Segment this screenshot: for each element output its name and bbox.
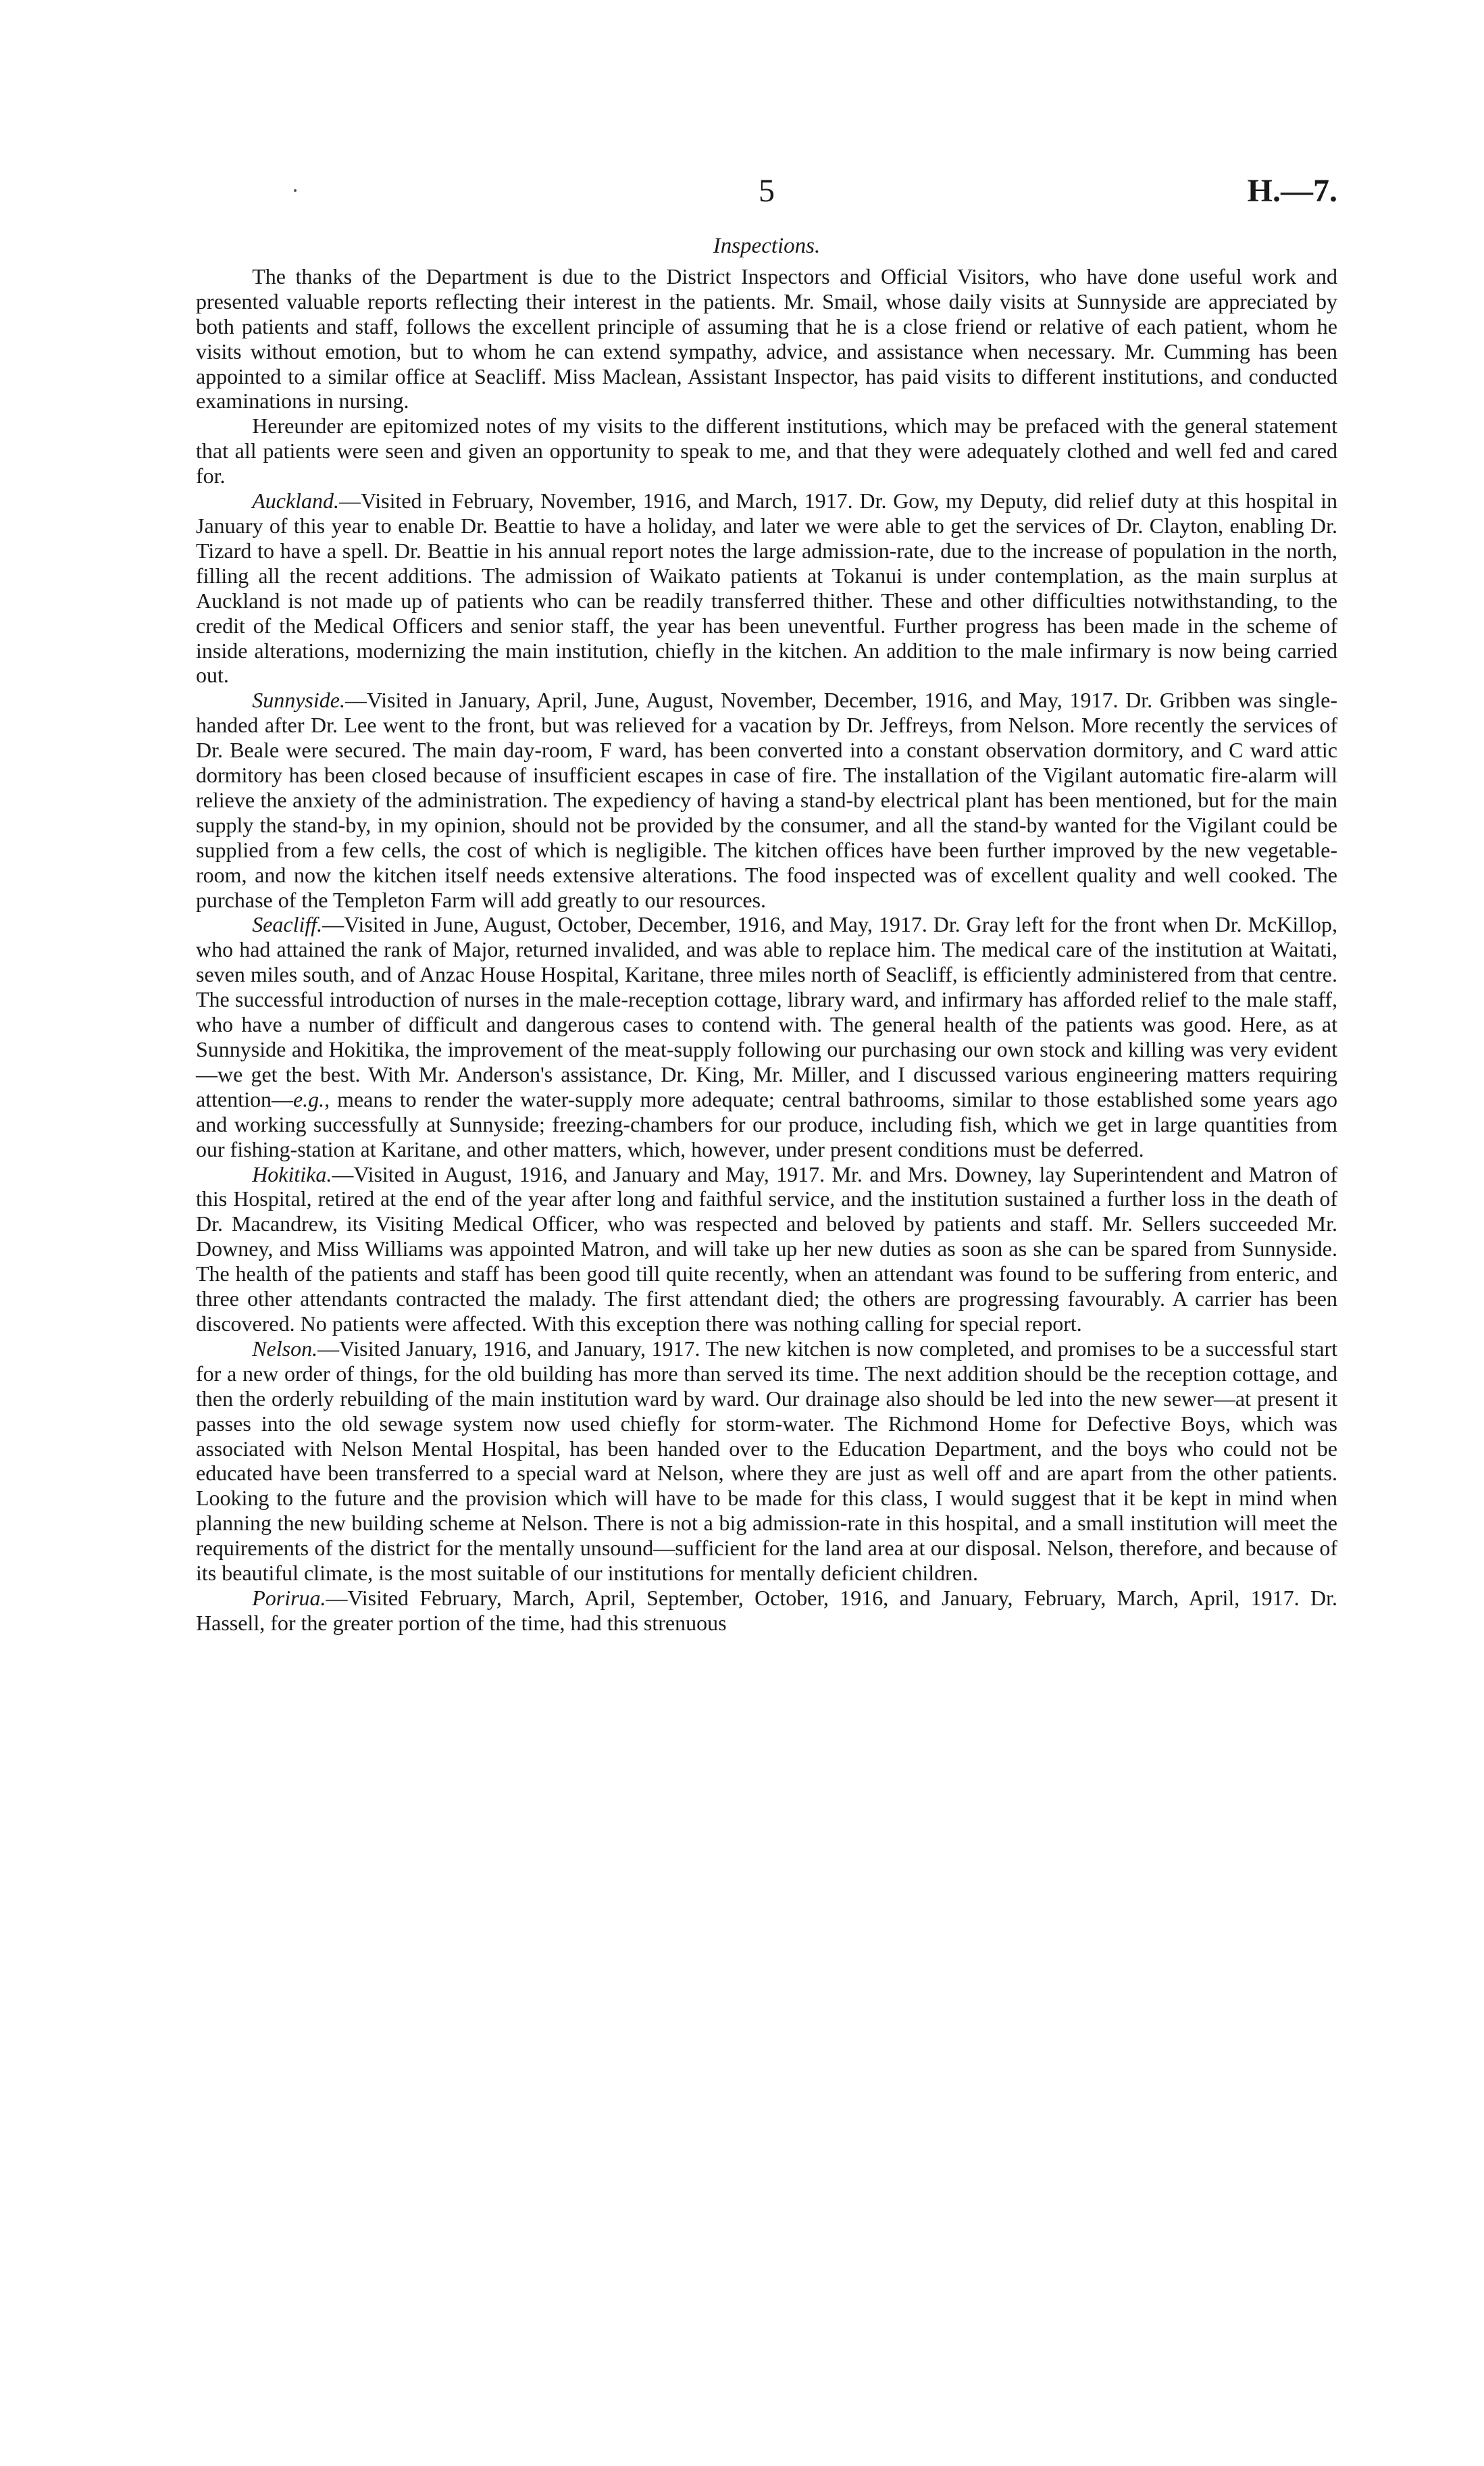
paragraph-sunnyside (196, 688, 1337, 912)
eg-abbreviation: e.g. (292, 1086, 325, 1111)
paragraph-porirua (196, 1586, 1337, 1636)
paragraph-intro: The thanks of the Department is due to the District Inspectors and Official Visitors, who have done useful work and presented valuable reports reflecting their interest in the patients. Mr. Smail, whose daily visits at Sunnyside are appreciated by both patients and staff, follows the excellent principle of assuming that he is a close friend or relative of each patient, whom he visits without emotion, but to whom he can extend sympathy, advice, and assistance when necessary. Mr. Cumming has been appointed to a similar office at Seacliff. Miss Maclean, Assistant Inspector, has paid visits to different institutions, and conducted examinations in nursing. (196, 263, 1337, 413)
paragraph-auckland (196, 488, 1337, 688)
paragraph-hokitika-text: —Visited in August, 1916, and January and May, 1917. Mr. and Mrs. Downey, lay Superintendent and Matron of this Hospital, retired at the end of the year after long and faithful service, and the institution sustained a further loss in the death of Dr. Macandrew, its Visiting Medical Officer, who was respected and beloved by patients and staff. Mr. Sellers succeeded Mr. Downey, and Miss Williams was appointed Matron, and will take up her new duties as soon as she can be spared from Sunnyside. The health of the patients and staff has been good till quite recently, when an attendant was found to be suffering from enteric, and three other attendants contracted the malady. The first attendant died; the others are progressing favourably. A carrier has been discovered. No patients were affected. With this exception there was nothing calling for special report. (196, 1161, 1337, 1336)
place-name-auckland: Auckland. (252, 488, 340, 513)
place-name-sunnyside: Sunnyside. (252, 688, 345, 713)
place-name-porirua: Porirua. (252, 1585, 326, 1610)
place-name-nelson: Nelson. (252, 1336, 318, 1361)
place-name-hokitika: Hokitika. (252, 1161, 332, 1186)
paragraph-nelson (196, 1336, 1337, 1586)
paragraph-sunnyside-text: —Visited in January, April, June, August, November, December, 1916, and May, 1917. Dr. Gribben was single-handed after Dr. Lee went to the front, but was relieved for a vacation by Dr. Jeffreys, from Nelson. More recently the services of Dr. Beale were secured. The main day-room, F ward, has been converted into a constant observation dormitory, and C ward attic dormitory has been closed because of insufficient escapes in case of fire. The installation of the Vigilant automatic fire-alarm will relieve the anxiety of the administration. The expediency of having a stand-by electrical plant has been mentioned, but for the main supply the stand-by, in my opinion, should not be provided by the consumer, and all the stand-by wanted for the Vigilant could be supplied from a few cells, the cost of which is negligible. The kitchen offices have been further improved by the new vegetable-room, and now the kitchen itself needs extensive alterations. The food inspected was of excellent quality and well cooked. The purchase of the Templeton Farm will add greatly to our resources. (196, 688, 1337, 912)
paragraph-seacliff-text: —Visited in June, August, October, December, 1916, and May, 1917. Dr. Gray left for the front when Dr. McKillop, who had attained the rank of Major, returned invalided, and was able to replace him. The medical care of the institution at Waitati, seven miles south, and of Anzac House Hospital, Karitane, three miles north of Seacliff, is efficiently administered from that centre. The successful introduction of nurses in the male-reception cottage, library ward, and infirmary has afforded relief to the male staff, who have a number of difficult and dangerous cases to contend with. The general health of the patients was good. Here, as at Sunnyside and Hokitika, the improvement of the meat-supply following our purchasing our own stock and killing was very evident—we get the best. With Mr. Anderson's assistance, Dr. King, Mr. Miller, and I discussed various engineering matters requiring attention— (196, 912, 1337, 1111)
paragraph-epitome: Hereunder are epitomized notes of my visits to the different institutions, which may be prefaced with the general statement that all patients were seen and given an opportunity to speak to me, and that they were adequately clothed and well fed and cared for. (196, 413, 1337, 488)
page-header (196, 172, 1337, 226)
paragraph-hokitika (196, 1162, 1337, 1336)
paragraph-seacliff-text-cont: , means to render the water-supply more adequate; central bathrooms, similar to those established some years ago and working successfully at Sunnyside; freezing-chambers for our produce, including fish, which we get in large quantities from our fishing-station at Karitane, and other matters, which, however, under present conditions must be deferred. (196, 1086, 1337, 1161)
page-code: H.—7. (1247, 173, 1337, 209)
paragraph-nelson-text: —Visited January, 1916, and January, 1917. The new kitchen is now completed, and promises to be a successful start for a new order of things, for the old building has more than served its time. The next addition should be the reception cottage, and then the orderly rebuilding of the main institution ward by ward. Our drainage also should be led into the new sewer—at present it passes into the old sewage system now used chiefly for storm-water. The Richmond Home for Defective Boys, which was associated with Nelson Mental Hospital, has been handed over to the Education Department, and the boys who could not be educated have been transferred to a special ward at Nelson, where they are just as well off and are apart from the other patients. Looking to the future and the provision which will have to be made for this class, I would suggest that it be kept in mind when planning the new building scheme at Nelson. There is not a big admission-rate in this hospital, and a small institution will meet the requirements of the district for the mentally unsound—sufficient for the land area at our disposal. Nelson, therefore, and because of its beautiful climate, is the most suitable of our institutions for mentally deficient children. (196, 1336, 1337, 1586)
page-number: 5 (759, 173, 775, 209)
place-name-seacliff: Seacliff. (252, 912, 323, 937)
paragraph-auckland-text: —Visited in February, November, 1916, and March, 1917. Dr. Gow, my Deputy, did relief duty at this hospital in January of this year to enable Dr. Beattie to have a holiday, and later we were able to get the services of Dr. Clayton, enabling Dr. Tizard to have a spell. Dr. Beattie in his annual report notes the large admission-rate, due to the increase of population in the north, filling all the recent additions. The admission of Waikato patients at Tokanui is under contemplation, as the main surplus at Auckland is not made up of patients who can be readily transferred thither. These and other difficulties notwithstanding, to the credit of the Medical Officers and senior staff, the year has been uneventful. Further progress has been made in the scheme of inside alterations, modernizing the main institution, chiefly in the kitchen. An addition to the male infirmary is now being carried out. (196, 488, 1337, 688)
section-title: Inspections. (713, 234, 821, 258)
body-text (196, 234, 1337, 1636)
paragraph-seacliff (196, 912, 1337, 1161)
paragraph-porirua-text: —Visited February, March, April, September, October, 1916, and January, February, March, April, 1917. Dr. Hassell, for the greater portion of the time, had this strenuous (196, 1585, 1337, 1635)
